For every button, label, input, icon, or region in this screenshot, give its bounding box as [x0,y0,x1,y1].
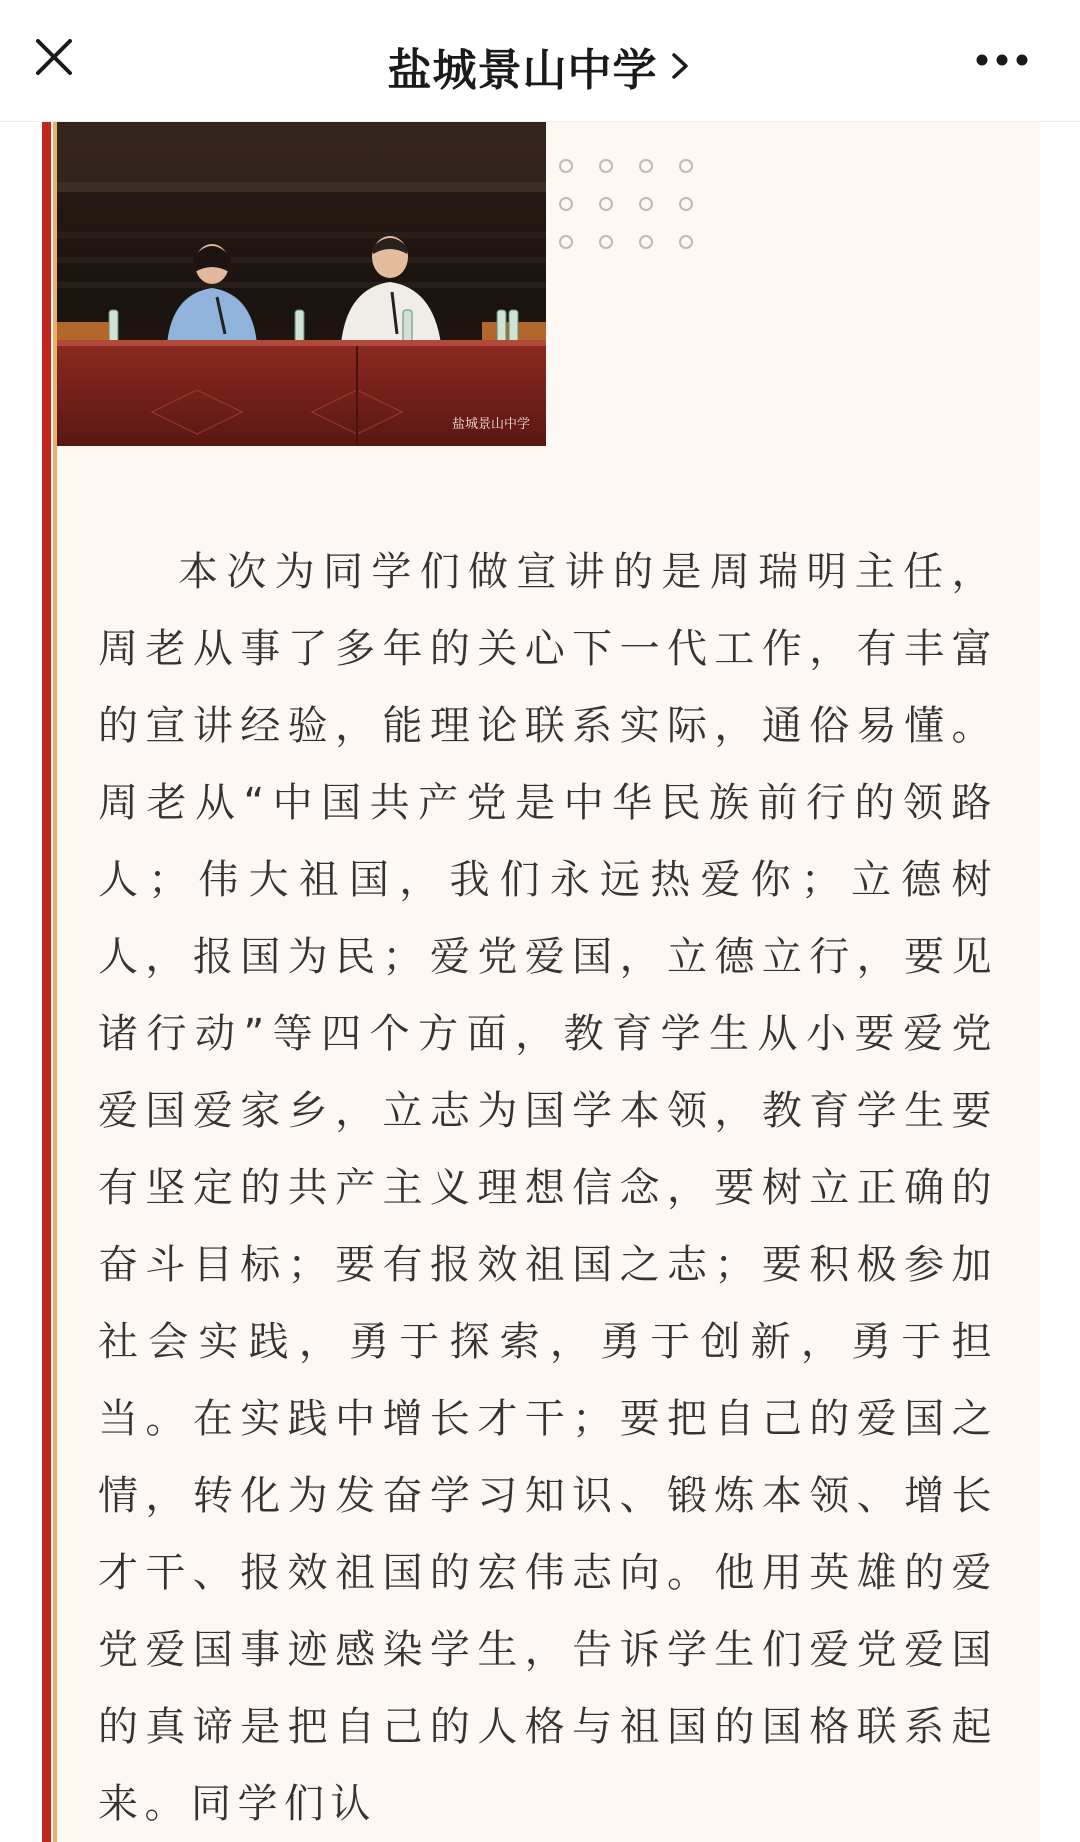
photo-watermark: 盐城景山中学 [451,417,530,432]
account-title-link[interactable] [0,34,1080,96]
chevron-right-icon [667,46,693,86]
page-title: 盐城景山中学 [387,45,658,96]
top-nav-bar [0,0,1080,122]
more-dots-icon[interactable] [972,40,1032,80]
article-photo[interactable] [57,122,546,446]
article-paragraph: 本次为同学们做宣讲的是周瑞明主任，周老从事了多年的关心下一代工作，有丰富的宣讲经验，能理论联系实际，通俗易懂。周老从“中国共产党是中华民族前行的领路人；伟大祖国，我们永远热爱你；立德树人，报国为民；爱党爱国，立德立行，要见诸行动”等四个方面，教育学生从小要爱党爱国爱家乡，立志为国学本领，教育学生要有坚定的共产主义理想信念，要树立正确的奋斗目标；要有报效祖国之志；要积极参加社会实践，勇于探索，勇于创新，勇于担当。在实践中增长才干；要把自己的爱国之情，转化为发奋学习知识、锻炼本领、增长才干、报效祖国的宏伟志向。他用英雄的爱党爱国事迹感染学生，告诉学生们爱党爱国的真谛是把自己的人格与祖国的国格联系起来。同学们认 [98,549,998,1827]
decorative-dots [556,154,696,254]
decorative-red-stripe [42,122,51,1842]
article-content[interactable] [0,122,1080,1842]
photo-illustration [57,122,546,446]
